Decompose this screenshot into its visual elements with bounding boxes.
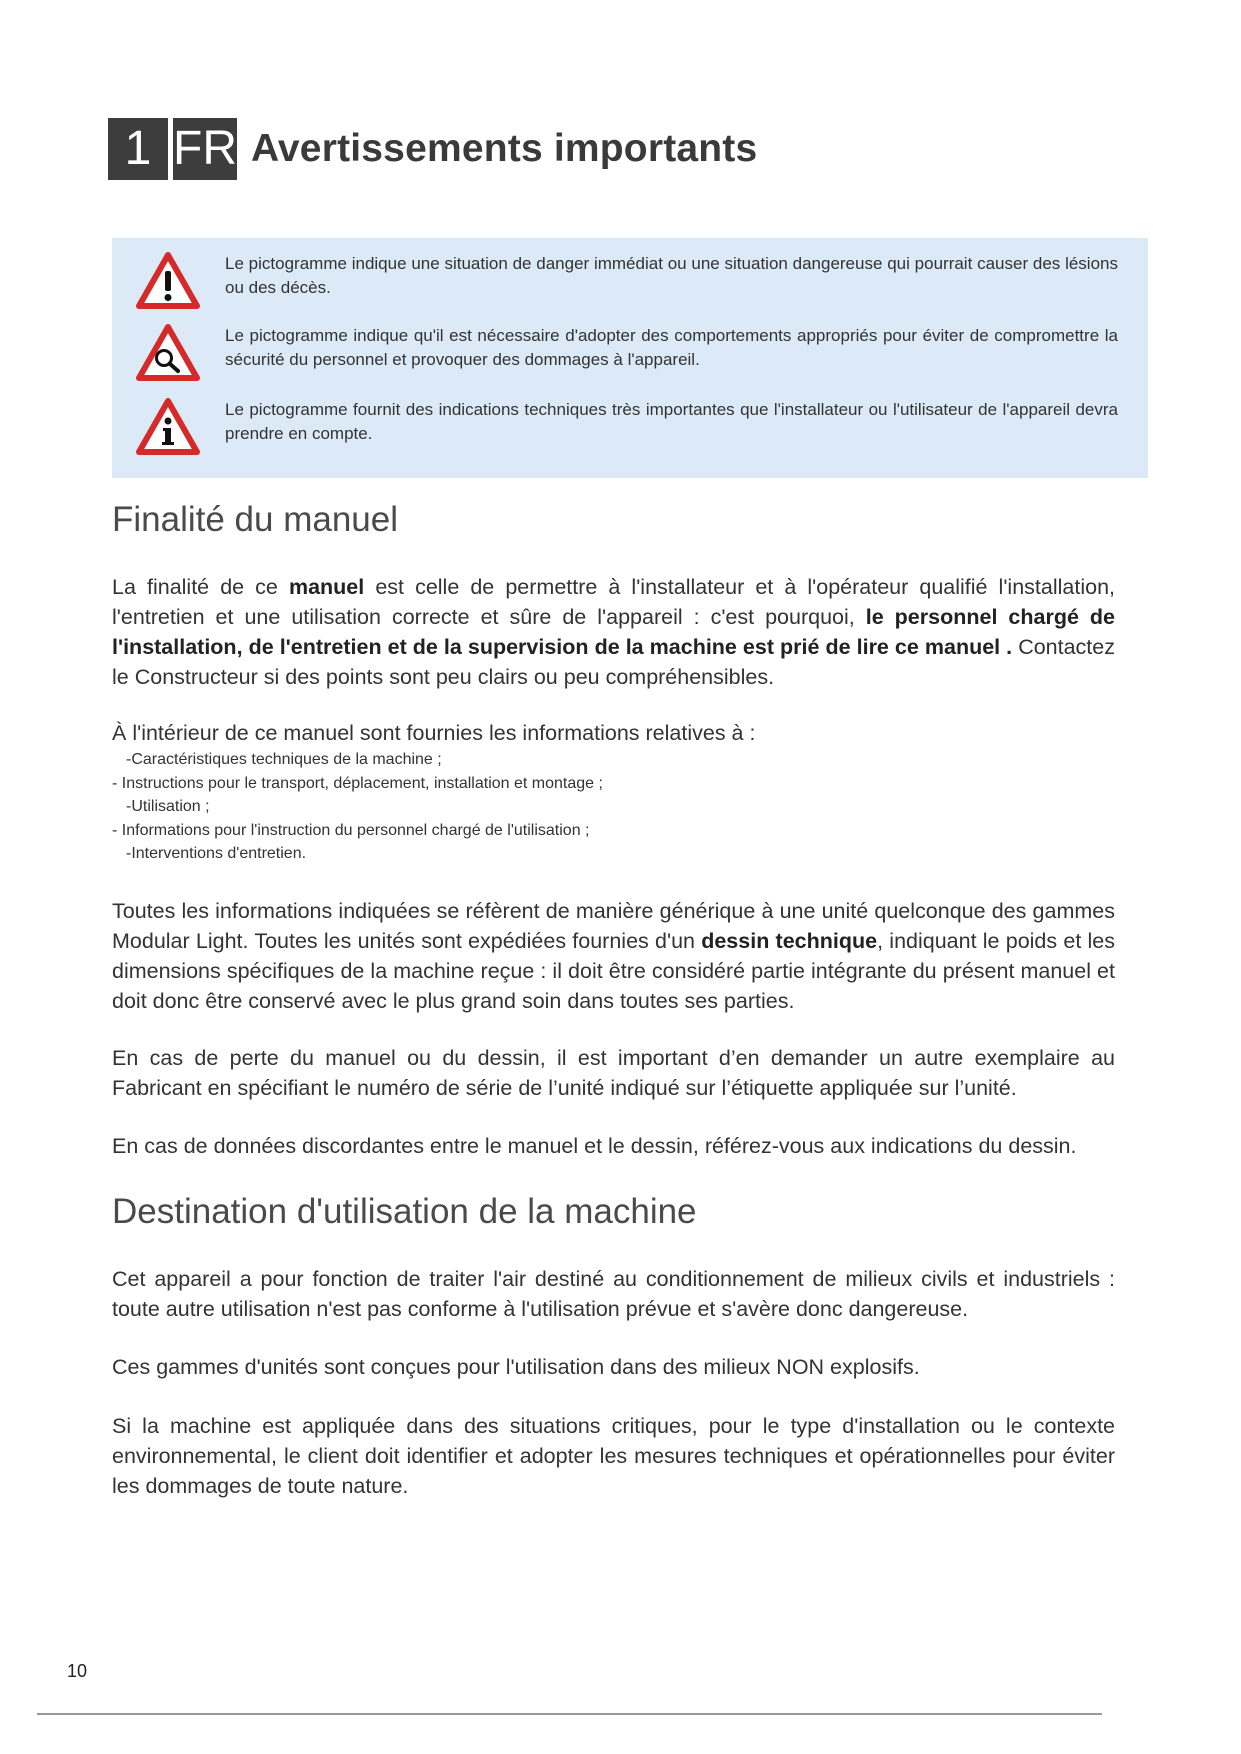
list-item: - Instructions pour le transport, déplacement, installation et montage ; [112,774,603,792]
warning-legend-box [112,238,1148,478]
warning-text: Le pictogramme indique qu'il est nécessaire d'adopter des comportements appropriés pour éviter de compromettre la sécurité du personnel et provoquer des dommages à l'appareil. [225,326,1118,369]
danger-exclamation-icon [136,252,200,310]
warning-text: Le pictogramme fournit des indications techniques très importantes que l'installateur ou l'utilisateur de l'appareil devra prendre en compte. [225,400,1118,443]
loss-paragraph: En cas de perte du manuel ou du dessin, il est important d’en demander un autre exemplaire au Fabricant en spécifiant le numéro de série de l’unité indiqué sur l’étiquette appliquée sur l’unité. [112,1046,1115,1100]
chapter-number-badge: 1 [108,118,168,180]
list-item: -Utilisation ; [126,798,210,815]
range-paragraph: Toutes les informations indiquées se réfèrent de manière générique à une unité quelconque des gammes Modular Light. Toutes les unités sont expédiées fournies d'un dessin technique, indiquant le poids et les dimensions spécifiques de la machine reçue : il doit être considéré partie intégrante du présent manuel et doit donc être conservé avec le plus grand soin dans toutes ses parties. [112,899,1115,1013]
language-badge: FR [173,118,237,180]
critical-paragraph: Si la machine est appliquée dans des situations critiques, pour le type d'installation ou le contexte environnemental, le client doit identifier et adopter les mesures techniques et opérationnelles pour éviter les dommages de toute nature. [112,1414,1115,1498]
warning-row [112,398,1148,458]
page-number: 10 [67,1661,88,1681]
contents-list [112,748,1112,866]
discrepancy-paragraph: En cas de données discordantes entre le manuel et le dessin, référez-vous aux indications du dessin. [112,1134,1077,1158]
warning-row [112,324,1148,384]
warning-text: Le pictogramme indique une situation de danger immédiat ou une situation dangereuse qui pourrait causer des lésions ou des décès. [225,254,1118,297]
list-item: -Caractéristiques techniques de la machine ; [126,751,442,768]
magnifier-warning-icon [136,324,200,382]
page-title: Avertissements importants [251,127,758,170]
warning-row [112,252,1148,312]
purpose-paragraph: La finalité de ce manuel est celle de permettre à l'installateur et à l'opérateur qualifié l'installation, l'entretien et une utilisation correcte et sûre de l'appareil : c'est pourquoi, le personnel chargé de l'installation, de l'entretien et de la supervision de la machine est prié de lire ce manuel . Contactez le Constructeur si des points sont peu clairs ou peu compréhensibles. [112,575,1115,689]
section-heading: Destination d'utilisation de la machine [112,1192,697,1231]
section-heading: Finalité du manuel [112,500,398,539]
explosive-paragraph: Ces gammes d'unités sont conçues pour l'utilisation dans des milieux NON explosifs. [112,1355,920,1379]
section-header [108,118,757,180]
info-warning-icon [136,398,200,456]
list-intro: À l'intérieur de ce manuel sont fournies les informations relatives à : [112,721,756,745]
list-item: -Interventions d'entretien. [126,845,307,862]
list-item: - Informations pour l'instruction du personnel chargé de l'utilisation ; [112,821,590,839]
footer-divider [37,1713,1102,1715]
use-paragraph: Cet appareil a pour fonction de traiter l'air destiné au conditionnement de milieux civils et industriels : toute autre utilisation n'est pas conforme à l'utilisation prévue et s'avère donc dangereuse. [112,1267,1115,1321]
